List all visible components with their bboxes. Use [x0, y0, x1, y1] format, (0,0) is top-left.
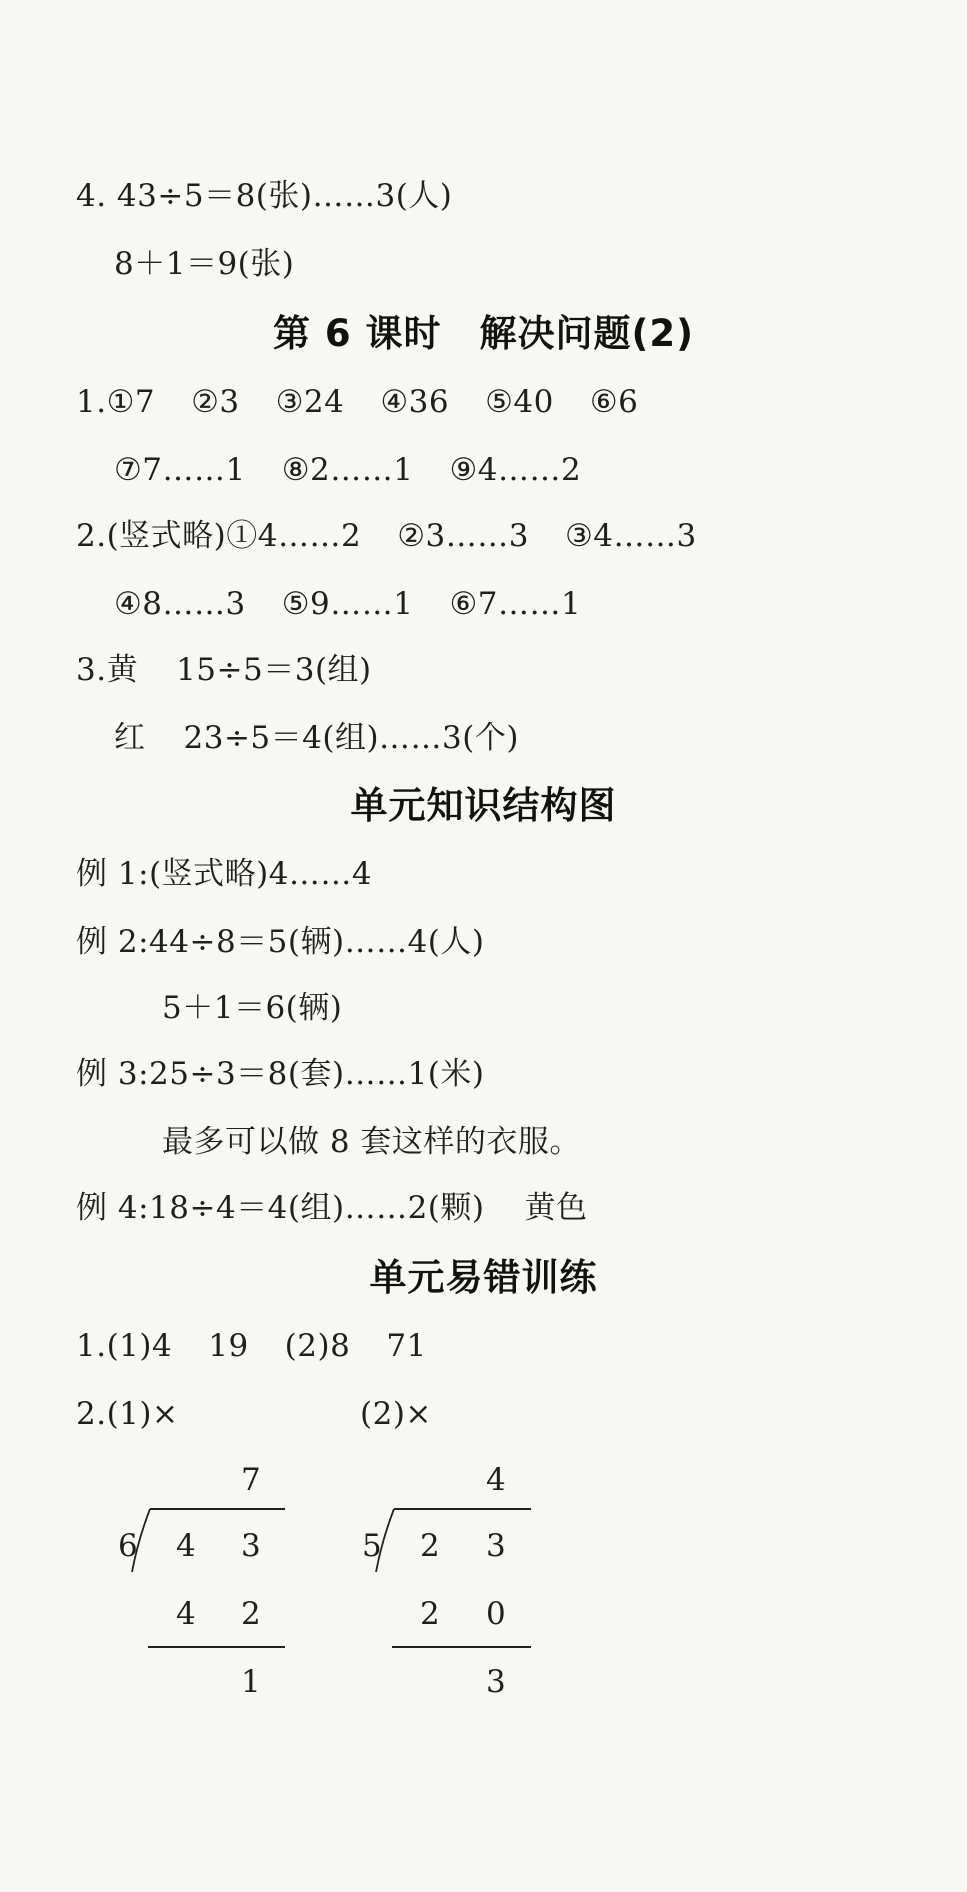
ld1-product-digit: 2	[241, 1596, 261, 1632]
ld2-dividend-digit: 2	[420, 1528, 440, 1564]
ld2-remainder: 3	[486, 1664, 506, 1700]
ld1-divisor: 6	[118, 1528, 138, 1564]
ld1-quotient: 7	[241, 1462, 261, 1498]
unit-ex1: 例 1:(竖式略)4……4	[76, 856, 373, 892]
mq1-part: (2)8	[284, 1328, 351, 1364]
ld2-quotient: 4	[486, 1462, 506, 1498]
answer-q4-line2: 8＋1＝9(张)	[114, 246, 295, 282]
ld2-divisor: 5	[362, 1528, 382, 1564]
ld1-product-digit: 4	[176, 1596, 196, 1632]
q1-item: ⑥6	[589, 384, 639, 420]
section-heading-unit-structure: 单元知识结构图	[350, 784, 617, 827]
mq1-part: 71	[386, 1328, 427, 1364]
unit-ex2-line2: 5＋1＝6(辆)	[162, 990, 343, 1026]
section-heading-unit-mistakes: 单元易错训练	[369, 1256, 598, 1299]
ld2-subtract-rule	[392, 1646, 531, 1648]
mq1-part: (1)4	[106, 1328, 173, 1364]
ld2-product-digit: 0	[486, 1596, 506, 1632]
q1-prefix: 1.	[76, 384, 107, 420]
section-heading-lesson6: 第 6 课时 解决问题(2)	[272, 312, 695, 355]
q3-red-expr: 23÷5＝4(组)……3(个)	[183, 720, 519, 756]
q2-item: ②3……3	[397, 518, 529, 554]
ld2-bracket-top	[394, 1508, 531, 1510]
answer-q4-line1: 4. 43÷5＝8(张)……3(人)	[76, 178, 453, 214]
q2-prefix: 2.	[76, 518, 107, 554]
unit-ex4	[76, 1188, 588, 1228]
mistakes-q2-label1	[76, 1394, 178, 1434]
ld1-subtract-rule	[148, 1646, 285, 1648]
lesson6-q2-row2	[114, 584, 581, 624]
ld1-dividend-digit: 3	[241, 1528, 261, 1564]
q3-yellow-expr: 15÷5＝3(组)	[176, 652, 372, 688]
unit-ex3-line2: 最多可以做 8 套这样的衣服。	[162, 1124, 581, 1160]
q1-item: ⑤40	[485, 384, 554, 420]
q1-item: ②3	[191, 384, 240, 420]
lesson6-q2-row1	[76, 516, 697, 556]
mq1-prefix: 1.	[76, 1328, 107, 1364]
mq2-prefix: 2.	[76, 1396, 107, 1432]
ex4-expr: 例 4:18÷4＝4(组)……2(颗)	[76, 1190, 485, 1226]
mistakes-q1	[76, 1326, 427, 1366]
mq2-part1: (1)×	[106, 1396, 179, 1432]
mistakes-q2-label2: (2)×	[360, 1396, 432, 1432]
ld2-product-digit: 2	[420, 1596, 440, 1632]
lesson6-q3-red	[114, 718, 519, 758]
q2-item: ④8……3	[114, 586, 246, 622]
q2-item: ①4……2	[226, 518, 362, 554]
q2-note: (竖式略)	[106, 518, 227, 554]
unit-ex3-line1: 例 3:25÷3＝8(套)……1(米)	[76, 1056, 485, 1092]
lesson6-q1-row1	[76, 382, 638, 422]
q1-item: ①7	[106, 384, 156, 420]
ld1-bracket-top	[150, 1508, 285, 1510]
ld1-dividend-digit: 4	[176, 1528, 196, 1564]
q3-yellow-label: 黄	[106, 652, 139, 688]
q2-item: ③4……3	[564, 518, 697, 554]
q3-prefix: 3.	[76, 652, 107, 688]
q1-item: ⑦7……1	[114, 452, 246, 488]
lesson6-q3-yellow	[76, 650, 372, 690]
q3-red-label: 红	[114, 720, 146, 756]
mq1-part: 19	[208, 1328, 249, 1364]
q2-item: ⑥7……1	[449, 586, 582, 622]
q2-item: ⑤9……1	[281, 586, 414, 622]
q1-item: ⑨4……2	[449, 452, 582, 488]
lesson6-q1-row2	[114, 450, 581, 490]
q1-item: ③24	[275, 384, 345, 420]
ld1-remainder: 1	[241, 1664, 261, 1700]
ld2-dividend-digit: 3	[486, 1528, 506, 1564]
q1-item: ④36	[380, 384, 450, 420]
unit-ex2-line1: 例 2:44÷8＝5(辆)……4(人)	[76, 924, 485, 960]
q1-item: ⑧2……1	[281, 452, 414, 488]
ex4-answer: 黄色	[524, 1190, 588, 1226]
